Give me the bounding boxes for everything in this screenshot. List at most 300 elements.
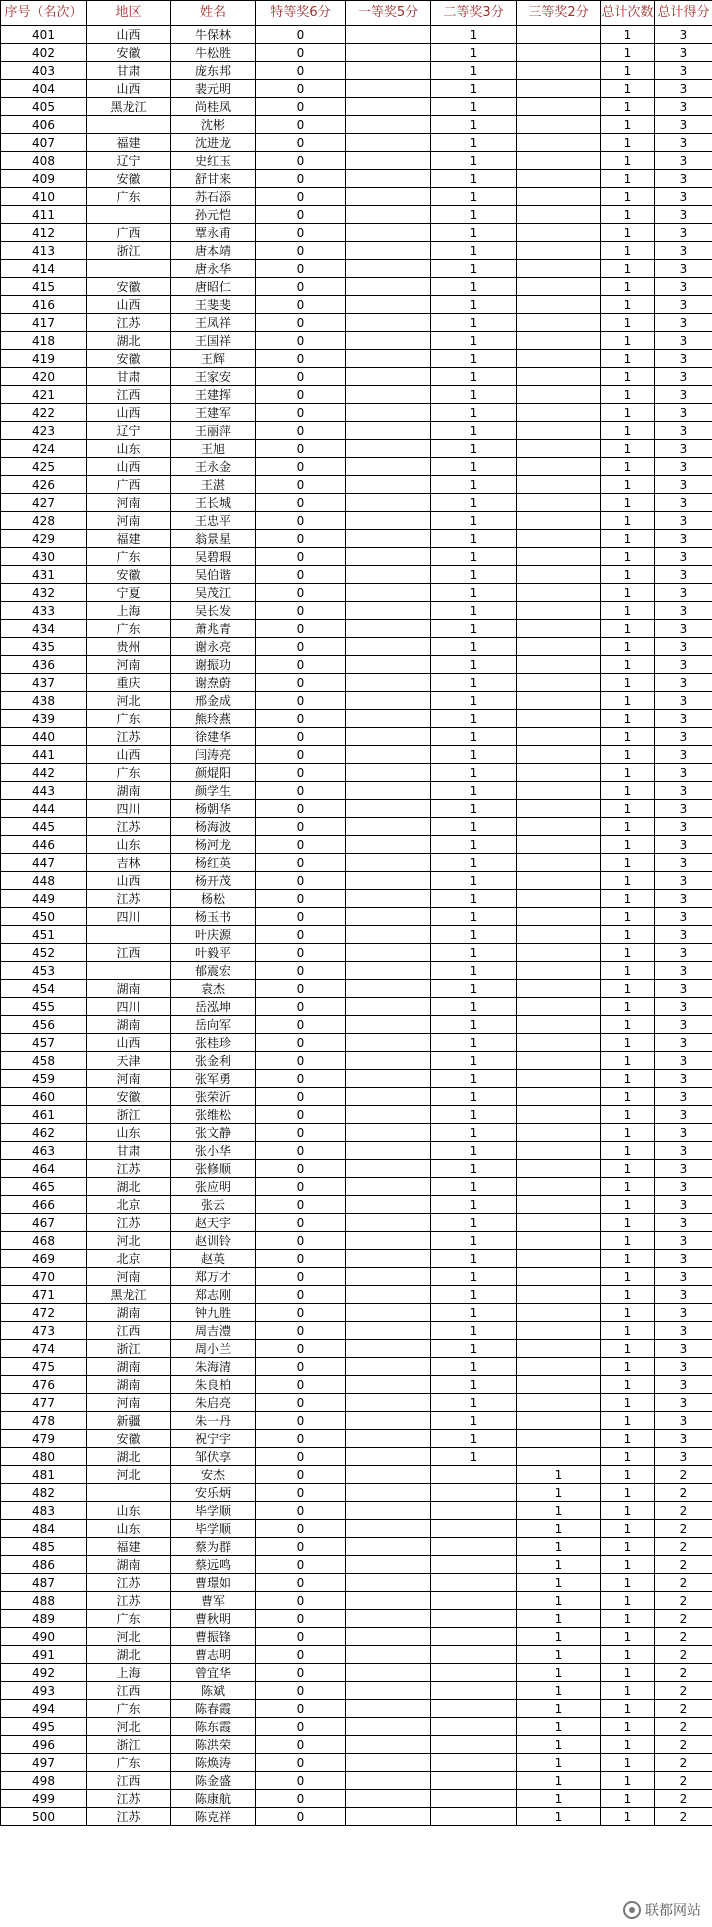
cell-total-count: 1	[601, 1754, 655, 1772]
cell-total-count: 1	[601, 890, 655, 908]
cell-second-prize: 1	[431, 1304, 517, 1322]
cell-total-score: 3	[655, 1340, 712, 1358]
cell-third-prize	[517, 296, 601, 314]
cell-total-count: 1	[601, 1448, 655, 1466]
cell-region: 江苏	[87, 314, 171, 332]
cell-first-prize	[346, 1160, 431, 1178]
cell-second-prize: 1	[431, 1412, 517, 1430]
cell-total-score: 3	[655, 692, 712, 710]
cell-third-prize	[517, 1088, 601, 1106]
cell-rank: 422	[1, 404, 87, 422]
cell-first-prize	[346, 1574, 431, 1592]
cell-third-prize	[517, 1052, 601, 1070]
header-rank: 序号（名次）	[1, 1, 87, 26]
cell-second-prize	[431, 1610, 517, 1628]
cell-total-count: 1	[601, 1322, 655, 1340]
cell-first-prize	[346, 80, 431, 98]
cell-region: 广东	[87, 764, 171, 782]
cell-first-prize	[346, 674, 431, 692]
table-row	[1, 242, 712, 260]
cell-region: 浙江	[87, 1106, 171, 1124]
cell-region: 四川	[87, 908, 171, 926]
cell-name: 沈进龙	[171, 134, 256, 152]
cell-rank: 407	[1, 134, 87, 152]
cell-rank: 421	[1, 386, 87, 404]
cell-first-prize	[346, 1016, 431, 1034]
cell-total-score: 3	[655, 1448, 712, 1466]
cell-region: 山西	[87, 458, 171, 476]
cell-special-prize: 0	[256, 422, 346, 440]
cell-name: 曾宜华	[171, 1664, 256, 1682]
cell-region: 江西	[87, 1322, 171, 1340]
cell-region: 山西	[87, 404, 171, 422]
table-row	[1, 422, 712, 440]
cell-special-prize: 0	[256, 1268, 346, 1286]
cell-third-prize	[517, 1250, 601, 1268]
cell-total-count: 1	[601, 1772, 655, 1790]
cell-special-prize: 0	[256, 494, 346, 512]
cell-total-count: 1	[601, 1700, 655, 1718]
table-row	[1, 1628, 712, 1646]
cell-first-prize	[346, 1232, 431, 1250]
table-row	[1, 386, 712, 404]
cell-total-count: 1	[601, 260, 655, 278]
cell-special-prize: 0	[256, 62, 346, 80]
cell-rank: 471	[1, 1286, 87, 1304]
cell-name: 朱启亮	[171, 1394, 256, 1412]
cell-third-prize	[517, 620, 601, 638]
cell-third-prize	[517, 1196, 601, 1214]
cell-total-count: 1	[601, 1106, 655, 1124]
cell-rank: 406	[1, 116, 87, 134]
cell-region: 安徽	[87, 350, 171, 368]
cell-total-count: 1	[601, 584, 655, 602]
cell-special-prize: 0	[256, 1376, 346, 1394]
cell-total-score: 3	[655, 872, 712, 890]
cell-name: 蔡远鸣	[171, 1556, 256, 1574]
cell-special-prize: 0	[256, 764, 346, 782]
cell-first-prize	[346, 1484, 431, 1502]
cell-region: 安徽	[87, 1430, 171, 1448]
cell-special-prize: 0	[256, 980, 346, 998]
cell-rank: 475	[1, 1358, 87, 1376]
cell-total-score: 3	[655, 818, 712, 836]
cell-special-prize: 0	[256, 944, 346, 962]
cell-special-prize: 0	[256, 872, 346, 890]
cell-second-prize	[431, 1808, 517, 1826]
cell-region: 山西	[87, 872, 171, 890]
cell-name: 杨红英	[171, 854, 256, 872]
cell-first-prize	[346, 1718, 431, 1736]
cell-total-count: 1	[601, 476, 655, 494]
table-row	[1, 764, 712, 782]
cell-total-score: 3	[655, 674, 712, 692]
cell-rank: 454	[1, 980, 87, 998]
cell-total-count: 1	[601, 206, 655, 224]
cell-first-prize	[346, 350, 431, 368]
cell-total-score: 3	[655, 1016, 712, 1034]
cell-special-prize: 0	[256, 1538, 346, 1556]
cell-total-score: 3	[655, 44, 712, 62]
cell-special-prize: 0	[256, 998, 346, 1016]
cell-second-prize: 1	[431, 782, 517, 800]
cell-second-prize: 1	[431, 746, 517, 764]
table-row	[1, 368, 712, 386]
cell-total-score: 3	[655, 548, 712, 566]
cell-first-prize	[346, 116, 431, 134]
cell-first-prize	[346, 818, 431, 836]
cell-second-prize: 1	[431, 962, 517, 980]
table-row	[1, 1448, 712, 1466]
cell-first-prize	[346, 1322, 431, 1340]
cell-first-prize	[346, 224, 431, 242]
cell-total-count: 1	[601, 350, 655, 368]
cell-special-prize: 0	[256, 26, 346, 44]
cell-region: 江苏	[87, 1592, 171, 1610]
cell-rank: 495	[1, 1718, 87, 1736]
cell-total-score: 3	[655, 206, 712, 224]
cell-name: 邢金成	[171, 692, 256, 710]
cell-first-prize	[346, 1250, 431, 1268]
cell-total-score: 2	[655, 1700, 712, 1718]
cell-total-score: 2	[655, 1502, 712, 1520]
cell-total-score: 3	[655, 746, 712, 764]
cell-special-prize: 0	[256, 1178, 346, 1196]
cell-name: 周吉澧	[171, 1322, 256, 1340]
table-row	[1, 1430, 712, 1448]
cell-region: 黑龙江	[87, 1286, 171, 1304]
cell-rank: 498	[1, 1772, 87, 1790]
cell-region: 北京	[87, 1196, 171, 1214]
cell-name: 熊玲燕	[171, 710, 256, 728]
cell-second-prize: 1	[431, 224, 517, 242]
cell-third-prize: 1	[517, 1502, 601, 1520]
cell-total-count: 1	[601, 1412, 655, 1430]
header-total-score: 总计得分	[655, 1, 712, 26]
cell-third-prize	[517, 944, 601, 962]
cell-rank: 437	[1, 674, 87, 692]
cell-region: 河南	[87, 1394, 171, 1412]
cell-total-score: 3	[655, 962, 712, 980]
cell-third-prize	[517, 422, 601, 440]
cell-total-score: 3	[655, 530, 712, 548]
cell-special-prize: 0	[256, 836, 346, 854]
cell-rank: 493	[1, 1682, 87, 1700]
cell-first-prize	[346, 386, 431, 404]
cell-third-prize: 1	[517, 1664, 601, 1682]
cell-first-prize	[346, 890, 431, 908]
cell-total-count: 1	[601, 1736, 655, 1754]
cell-rank: 461	[1, 1106, 87, 1124]
cell-rank: 426	[1, 476, 87, 494]
cell-third-prize	[517, 638, 601, 656]
table-row	[1, 1646, 712, 1664]
cell-second-prize: 1	[431, 242, 517, 260]
cell-first-prize	[346, 44, 431, 62]
cell-total-count: 1	[601, 1628, 655, 1646]
table-row	[1, 1052, 712, 1070]
cell-name: 谢振功	[171, 656, 256, 674]
cell-first-prize	[346, 476, 431, 494]
cell-name: 吴长发	[171, 602, 256, 620]
cell-total-count: 1	[601, 1520, 655, 1538]
cell-rank: 447	[1, 854, 87, 872]
cell-total-count: 1	[601, 1088, 655, 1106]
cell-name: 朱良柏	[171, 1376, 256, 1394]
cell-first-prize	[346, 1736, 431, 1754]
cell-third-prize	[517, 440, 601, 458]
cell-first-prize	[346, 1520, 431, 1538]
cell-first-prize	[346, 62, 431, 80]
cell-total-score: 2	[655, 1772, 712, 1790]
cell-rank: 460	[1, 1088, 87, 1106]
cell-region: 湖北	[87, 1448, 171, 1466]
cell-total-count: 1	[601, 152, 655, 170]
cell-total-score: 3	[655, 710, 712, 728]
table-row	[1, 1286, 712, 1304]
cell-second-prize	[431, 1754, 517, 1772]
cell-third-prize: 1	[517, 1628, 601, 1646]
cell-second-prize: 1	[431, 1052, 517, 1070]
cell-name: 舒甘来	[171, 170, 256, 188]
cell-third-prize: 1	[517, 1556, 601, 1574]
cell-first-prize	[346, 746, 431, 764]
cell-third-prize	[517, 170, 601, 188]
cell-total-score: 3	[655, 386, 712, 404]
cell-region: 江苏	[87, 1790, 171, 1808]
cell-first-prize	[346, 1610, 431, 1628]
cell-total-score: 3	[655, 980, 712, 998]
cell-first-prize	[346, 1412, 431, 1430]
cell-region: 河南	[87, 1070, 171, 1088]
cell-third-prize: 1	[517, 1484, 601, 1502]
cell-region: 湖南	[87, 1358, 171, 1376]
cell-region: 新疆	[87, 1412, 171, 1430]
cell-name: 张文静	[171, 1124, 256, 1142]
cell-total-count: 1	[601, 368, 655, 386]
cell-third-prize	[517, 350, 601, 368]
cell-total-count: 1	[601, 1484, 655, 1502]
header-region: 地区	[87, 1, 171, 26]
table-row	[1, 1556, 712, 1574]
table-row	[1, 170, 712, 188]
cell-special-prize: 0	[256, 1556, 346, 1574]
cell-region: 河北	[87, 1718, 171, 1736]
cell-region: 河南	[87, 512, 171, 530]
cell-region: 广东	[87, 548, 171, 566]
cell-region	[87, 1484, 171, 1502]
cell-name: 王湛	[171, 476, 256, 494]
cell-special-prize: 0	[256, 152, 346, 170]
cell-rank: 465	[1, 1178, 87, 1196]
cell-region: 山西	[87, 80, 171, 98]
cell-second-prize: 1	[431, 1448, 517, 1466]
cell-third-prize	[517, 602, 601, 620]
table-row	[1, 1718, 712, 1736]
cell-special-prize: 0	[256, 1106, 346, 1124]
cell-special-prize: 0	[256, 188, 346, 206]
cell-total-score: 3	[655, 350, 712, 368]
cell-name: 曹振锋	[171, 1628, 256, 1646]
cell-total-count: 1	[601, 26, 655, 44]
cell-rank: 424	[1, 440, 87, 458]
header-row	[1, 1, 712, 26]
table-row	[1, 206, 712, 224]
table-row	[1, 1142, 712, 1160]
cell-third-prize: 1	[517, 1790, 601, 1808]
cell-rank: 477	[1, 1394, 87, 1412]
cell-special-prize: 0	[256, 1448, 346, 1466]
cell-total-score: 3	[655, 1052, 712, 1070]
cell-region: 山西	[87, 26, 171, 44]
cell-rank: 459	[1, 1070, 87, 1088]
cell-special-prize: 0	[256, 1808, 346, 1826]
cell-first-prize	[346, 278, 431, 296]
cell-total-score: 3	[655, 998, 712, 1016]
cell-rank: 481	[1, 1466, 87, 1484]
cell-third-prize	[517, 260, 601, 278]
cell-first-prize	[346, 206, 431, 224]
header-total-count: 总计次数	[601, 1, 655, 26]
table-row	[1, 710, 712, 728]
cell-name: 王国祥	[171, 332, 256, 350]
cell-third-prize	[517, 26, 601, 44]
cell-special-prize: 0	[256, 1232, 346, 1250]
table-row	[1, 224, 712, 242]
cell-second-prize: 1	[431, 548, 517, 566]
cell-first-prize	[346, 1070, 431, 1088]
cell-third-prize: 1	[517, 1538, 601, 1556]
cell-first-prize	[346, 332, 431, 350]
cell-third-prize	[517, 1340, 601, 1358]
cell-total-count: 1	[601, 980, 655, 998]
cell-first-prize	[346, 368, 431, 386]
cell-third-prize	[517, 116, 601, 134]
cell-region: 山东	[87, 1124, 171, 1142]
cell-first-prize	[346, 1376, 431, 1394]
cell-rank: 417	[1, 314, 87, 332]
cell-first-prize	[346, 1466, 431, 1484]
cell-third-prize	[517, 1160, 601, 1178]
cell-third-prize	[517, 800, 601, 818]
table-row	[1, 998, 712, 1016]
cell-second-prize: 1	[431, 674, 517, 692]
cell-total-count: 1	[601, 674, 655, 692]
cell-name: 杨玉书	[171, 908, 256, 926]
table-row	[1, 1322, 712, 1340]
cell-second-prize: 1	[431, 530, 517, 548]
cell-name: 岳泓坤	[171, 998, 256, 1016]
cell-first-prize	[346, 530, 431, 548]
cell-first-prize	[346, 638, 431, 656]
cell-special-prize: 0	[256, 44, 346, 62]
cell-second-prize: 1	[431, 1358, 517, 1376]
cell-special-prize: 0	[256, 746, 346, 764]
cell-first-prize	[346, 1124, 431, 1142]
cell-name: 陈克祥	[171, 1808, 256, 1826]
cell-name: 王丽萍	[171, 422, 256, 440]
cell-rank: 409	[1, 170, 87, 188]
table-row	[1, 314, 712, 332]
table-row	[1, 944, 712, 962]
cell-region: 安徽	[87, 278, 171, 296]
cell-third-prize: 1	[517, 1700, 601, 1718]
cell-total-score: 3	[655, 278, 712, 296]
cell-first-prize	[346, 764, 431, 782]
cell-rank: 427	[1, 494, 87, 512]
cell-rank: 451	[1, 926, 87, 944]
cell-name: 岳向军	[171, 1016, 256, 1034]
cell-total-score: 3	[655, 1034, 712, 1052]
cell-total-count: 1	[601, 188, 655, 206]
cell-total-score: 3	[655, 1376, 712, 1394]
cell-total-count: 1	[601, 1466, 655, 1484]
cell-third-prize	[517, 1178, 601, 1196]
cell-total-score: 2	[655, 1646, 712, 1664]
table-row	[1, 800, 712, 818]
cell-name: 谢焘蔚	[171, 674, 256, 692]
cell-region: 福建	[87, 1538, 171, 1556]
cell-rank: 463	[1, 1142, 87, 1160]
table-row	[1, 1808, 712, 1826]
cell-special-prize: 0	[256, 512, 346, 530]
cell-special-prize: 0	[256, 332, 346, 350]
cell-second-prize: 1	[431, 656, 517, 674]
cell-special-prize: 0	[256, 1430, 346, 1448]
cell-name: 张应明	[171, 1178, 256, 1196]
cell-total-score: 3	[655, 800, 712, 818]
cell-total-count: 1	[601, 1610, 655, 1628]
cell-second-prize	[431, 1628, 517, 1646]
cell-name: 唐永华	[171, 260, 256, 278]
cell-rank: 496	[1, 1736, 87, 1754]
cell-first-prize	[346, 692, 431, 710]
cell-second-prize: 1	[431, 314, 517, 332]
cell-second-prize: 1	[431, 1088, 517, 1106]
table-row	[1, 1520, 712, 1538]
cell-total-score: 2	[655, 1736, 712, 1754]
table-row	[1, 1610, 712, 1628]
cell-second-prize: 1	[431, 44, 517, 62]
cell-total-count: 1	[601, 1160, 655, 1178]
table-row	[1, 836, 712, 854]
cell-total-score: 3	[655, 512, 712, 530]
cell-third-prize	[517, 404, 601, 422]
cell-third-prize	[517, 692, 601, 710]
cell-name: 王旭	[171, 440, 256, 458]
cell-first-prize	[346, 962, 431, 980]
cell-special-prize: 0	[256, 1484, 346, 1502]
table-row	[1, 1772, 712, 1790]
cell-special-prize: 0	[256, 1088, 346, 1106]
cell-total-score: 3	[655, 1358, 712, 1376]
cell-first-prize	[346, 242, 431, 260]
cell-region: 江西	[87, 1772, 171, 1790]
cell-special-prize: 0	[256, 1466, 346, 1484]
cell-second-prize: 1	[431, 1394, 517, 1412]
cell-name: 陈金盛	[171, 1772, 256, 1790]
cell-first-prize	[346, 548, 431, 566]
cell-name: 王辉	[171, 350, 256, 368]
cell-region: 江苏	[87, 1808, 171, 1826]
cell-first-prize	[346, 998, 431, 1016]
cell-special-prize: 0	[256, 224, 346, 242]
cell-name: 杨松	[171, 890, 256, 908]
table-row	[1, 656, 712, 674]
cell-rank: 494	[1, 1700, 87, 1718]
cell-rank: 491	[1, 1646, 87, 1664]
cell-second-prize: 1	[431, 1034, 517, 1052]
